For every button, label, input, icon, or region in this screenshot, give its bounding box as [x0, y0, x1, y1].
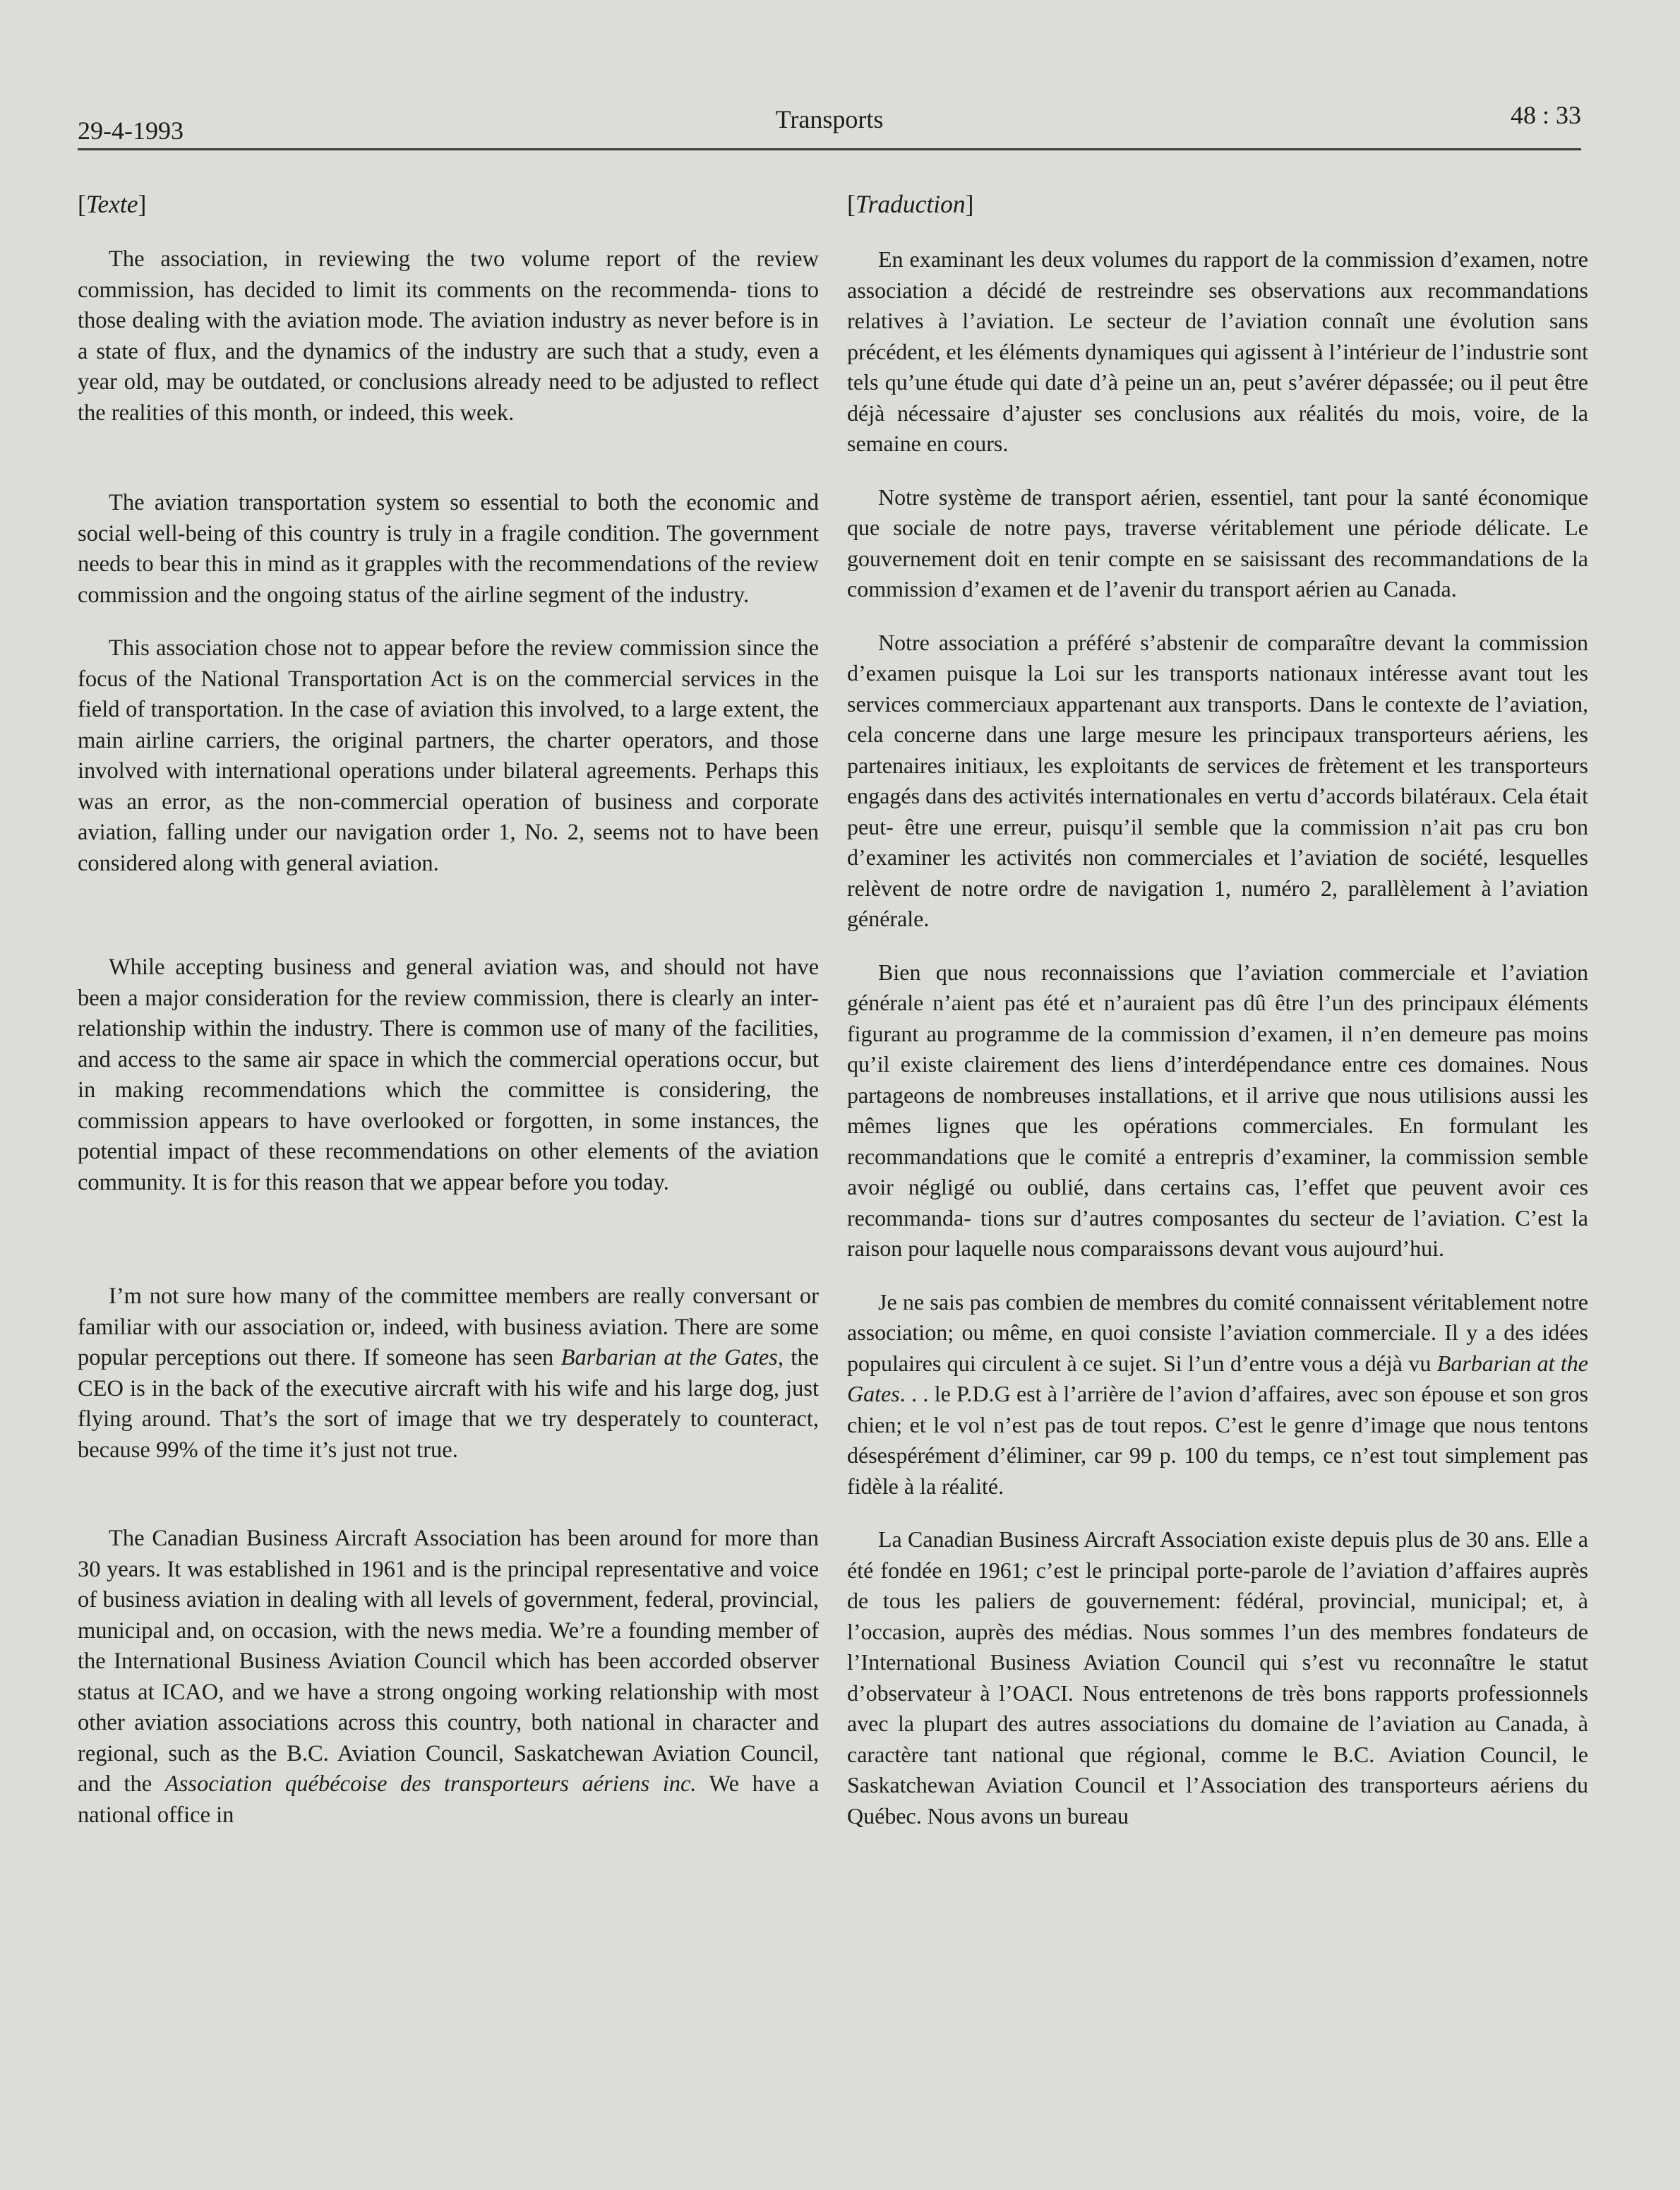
paragraph: La Canadian Business Aircraft Association existe depuis plus de 30 ans. Elle a été fondée en 1961; c’est le principal porte-parole de l’aviation d’affaires auprès de tous les paliers de gouvernement: fédéral, provincial, municipal; et, à l’occasion, auprès des médias. Nous sommes l’un des membres fondateurs de l’International Business Aviation Council qui s’est vu reconnaître le statut d’observateur à l’OACI. Nous entretenons de très bons rapports professionnels avec la plupart des autres associations du domaine de l’aviation au Canada, à caractère tant national que régional, comme le B.C. Aviation Council, le Saskatchewan Aviation Council et l’Association des transporteurs aériens du Québec. Nous avons un bureau [847, 1526, 1588, 1829]
paragraph: I’m not sure how many of the committee members are really conversant or familiar with our association or, indeed, with business aviation. There are some popular perceptions out there. If someone has seen Barbarian at the Gates, the CEO is in the back of the executive aircraft with his wife and his large dog, just flying around. That’s the sort of image that we try desperately to counteract, because 99% of the time it’s just not true. [78, 1284, 819, 1463]
page-header [78, 99, 1581, 150]
book-title: Barbarian at the Gates [560, 1345, 778, 1371]
paragraph: The association, in reviewing the two volume report of the review commission, has decided to limit its comments on the recommenda- tions to those dealing with the aviation mode. The aviation industry as never before is in a state of flux, and the dynamics of the industry are such that a study, even a year old, may be outdated, or conclusions already need to be adjusted to reflect the realities of this month, or indeed, this week. [78, 246, 819, 426]
paragraph: The Canadian Business Aircraft Association has been around for more than 30 years. It was established in 1961 and is the principal representative and voice of business aviation in dealing with all levels of government, federal, provincial, municipal and, on occasion, with the news media. We’re a founding member of the International Business Aviation Council which has been accorded observer status at ICAO, and we have a strong ongoing working relationship with most other aviation associations across this country, both national in character and regional, such as the B.C. Aviation Council, Saskatchewan Aviation Council, and the Association québécoise des transporteurs aériens inc. We have a national office in [78, 1526, 819, 1828]
paragraph: Notre système de transport aérien, essentiel, tant pour la santé économique que sociale de notre pays, traverse véritablement une période délicate. Le gouvernement doit en tenir compte en se saisissant des recommandations de la commission d’examen et de l’avenir du transport aérien au Canada. [847, 484, 1588, 602]
paragraph: Notre association a préféré s’abstenir de comparaître devant la commission d’examen puisque la Loi sur les transports nationaux intéresse avant tout les services commerciaux appartenant aux transports. Dans le contexte de l’aviation, cela concerne dans une large mesure les principaux transporteurs aériens, les partenaires initiaux, les exploitants de services de frètement et les transporteurs engagés dans des activités internationales en vertu d’accords bilatéraux. Cela était peut- être une erreur, puisqu’il semble que la commission n’ait pas cru bon d’examiner les activités non commerciales et l’aviation de société, lesquelles relèvent de notre ordre de navigation 1, numéro 2, parallèlement à l’aviation générale. [847, 629, 1588, 932]
column-label: [Traduction] [847, 190, 974, 218]
header-title: Transports [775, 105, 884, 133]
french-column [847, 176, 1588, 2139]
organization-name: Association québécoise des transporteurs aériens inc. [164, 1771, 697, 1797]
header-page-number: 48 : 33 [1510, 101, 1581, 129]
column-label: [Texte] [78, 190, 147, 218]
paragraph: En examinant les deux volumes du rapport de la commission d’examen, notre association a décidé de restreindre ses observations aux recommandations relatives à l’aviation. Le secteur de l’aviation connaît une évolution sans précédent, et les éléments dynamiques qui agissent à l’intérieur de l’industrie sont tels qu’une étude qui date d’à peine un an, peut s’avérer dépassée; ou il peut être déjà nécessaire d’ajuster ses conclusions aux réalités du mois, voire, de la semaine en cours. [847, 246, 1588, 457]
header-date: 29-4-1993 [78, 116, 184, 145]
book-title: Barbarian at the Gates [847, 1350, 1588, 1407]
paragraph: The aviation transportation system so essential to both the economic and social well-being of this country is truly in a fragile condition. The government needs to bear this in mind as it grapples with the recommendations of the review commission and the ongoing status of the airline segment of the industry. [78, 490, 819, 608]
paragraph: Je ne sais pas combien de membres du comité connaissent véritablement notre association; ou même, en quoi consiste l’aviation commerciale. Il y a des idées populaires qui circulent à ce sujet. Si l’un d’entre vous a déjà vu Barbarian at the Gates. . . le P.D.G est à l’arrière de l’avion d’affaires, avec son épouse et son gros chien; et le vol n’est pas de tout repos. C’est le genre d’image que nous tentons désespérément d’éliminer, car 99 p. 100 du temps, ce n’est tout simplement pas fidèle à la réalité. [847, 1288, 1588, 1499]
paragraph: Bien que nous reconnaissions que l’aviation commerciale et l’aviation générale n’aient pas été et n’auraient pas dû être l’un des principaux éléments figurant au programme de la commission d’examen, il n’en demeure pas moins qu’il existe clairement des liens d’interdépendance entre ces domaines. Nous partageons de nombreuses installations, et il arrive que nous utilisions aussi les mêmes lignes que les opérations commerciales. En formulant les recommandations que le comité a entrepris d’examiner, la commission semble avoir négligé ou oublié, dans certains cas, l’effet que peuvent avoir ces recommanda- tions sur d’autres composantes du secteur de l’aviation. C’est la raison pour laquelle nous comparaissons devant vous aujourd’hui. [847, 959, 1588, 1262]
english-column [78, 176, 819, 2139]
paragraph: While accepting business and general aviation was, and should not have been a major consideration for the review commission, there is clearly an inter-relationship within the industry. There is common use of many of the facilities, and access to the same air space in which the commercial operations occur, but in making recommendations which the committee is considering, the commission appears to have overlooked or forgotten, in some instances, the potential impact of these recommendations on other elements of the aviation community. It is for this reason that we appear before you today. [78, 955, 819, 1195]
paragraph: This association chose not to appear before the review commission since the focus of the National Transportation Act is on the commercial services in the field of transportation. In the case of aviation this involved, to a large extent, the main airline carriers, the original partners, the charter operators, and those involved with international operations under bilateral agreements. Perhaps this was an error, as the non-commercial operation of business and corporate aviation, falling under our navigation order 1, No. 2, seems not to have been considered along with general aviation. [78, 635, 819, 876]
